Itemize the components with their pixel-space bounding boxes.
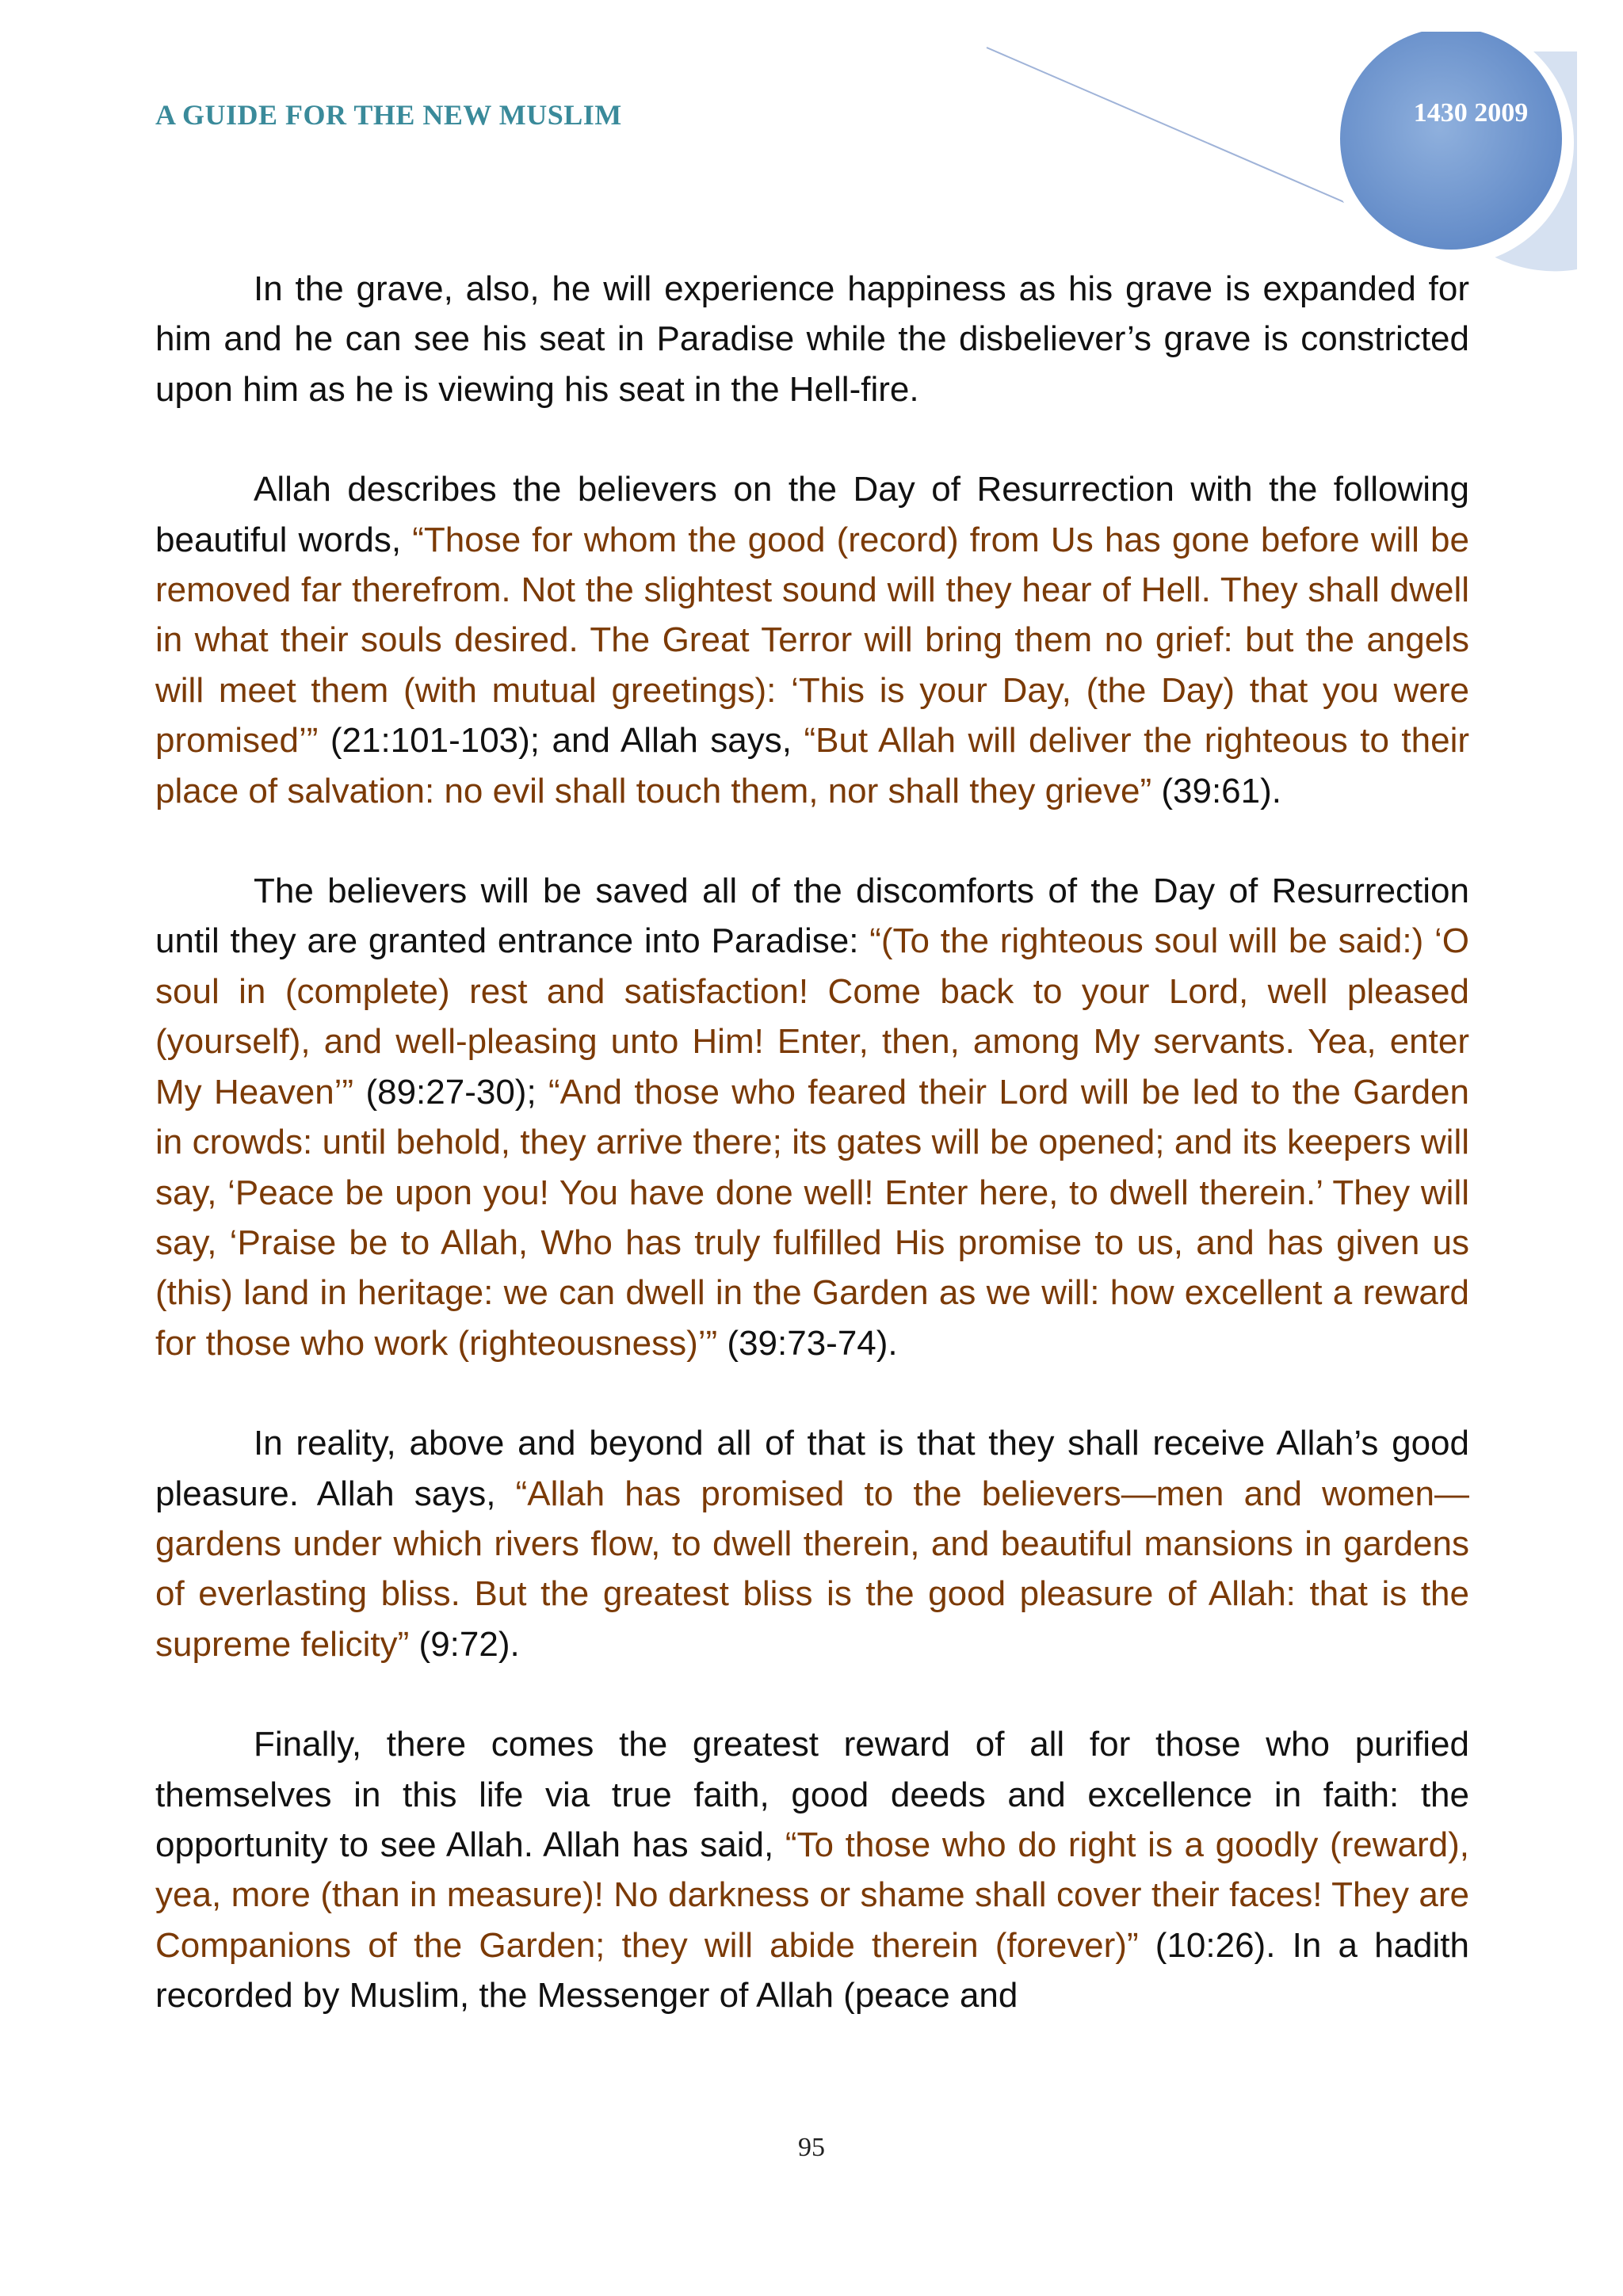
paragraph [155,1719,1469,2020]
body-segment: (9:72). [409,1624,520,1664]
body-segment: Finally, there comes the greatest reward of all for those who purified themselves in this life via true faith, good deeds and excellence in faith: the opportunity to see Allah. Allah has said, [155,1725,1469,1864]
body-text [155,264,1469,2071]
paragraph [155,264,1469,414]
quran-quote: “(To the righteous soul will be said:) ‘O soul in (complete) rest and satisfaction! Come back to your Lord, well pleased (yourself), and well-pleasing unto Him! Enter, then, among My servants. Yea, enter My Heaven’” [155,921,1469,1112]
body-segment: (89:27-30); [353,1072,549,1112]
body-segment: In reality, above and beyond all of that is that they shall receive Allah’s good pleasure. Allah says, [155,1424,1469,1513]
quran-quote: “And those who feared their Lord will be led to the Garden in crowds: until behold, they arrive there; its gates will be opened; and its keepers will say, ‘Peace be upon you! You have done well! Enter here, to dwell therein.’ They will say, ‘Praise be to Allah, Who has truly fulfilled His promise to us, and has given us (this) land in heritage: we can dwell in the Garden as we will: how excellent a reward for those who work (righteousness)’” [155,1072,1469,1363]
header-decoration [935,32,1617,293]
quran-quote: “Allah has promised to the believers—men and women—gardens under which rivers flow, to dwell therein, and beautiful mansions in gardens of everlasting bliss. But the greatest bliss is the good pleasure of Allah: that is the supreme felicity” [155,1474,1469,1664]
body-segment: (39:61). [1151,771,1281,810]
paragraph [155,1418,1469,1669]
body-segment: (39:73-74). [717,1323,898,1363]
body-segment: Allah describes the believers on the Day of Resurrection with the following beautiful words, [155,470,1469,559]
body-segment: The believers will be saved all of the discomforts of the Day of Resurrection until they are granted entrance into Paradise: [155,871,1469,961]
quran-quote: “To those who do right is a goodly (reward), yea, more (than in measure)! No darkness or shame shall cover their faces! They are Companions of the Garden; they will abide therein (forever)” [155,1825,1470,1965]
quran-quote: “Those for whom the good (record) from Us has gone before will be removed far therefrom. Not the slightest sound will they hear of Hell. They shall dwell in what their souls desired. The Great Terror will bring them no grief: but the angels will meet them (with mutual greetings): ‘This is your Day, (the Day) that you were promised’” [155,520,1470,761]
body-segment: (21:101-103); and Allah says, [318,721,804,761]
running-header-year: 1430 2009 [1413,98,1529,128]
paragraph [155,866,1469,1368]
running-header-title: A GUIDE FOR THE NEW MUSLIM [155,99,622,131]
body-segment: (10:26). In a hadith recorded by Muslim, the Messenger of Allah (peace and [155,1925,1470,2016]
body-segment: In the grave, also, he will experience happiness as his grave is expanded for him and he can see his seat in Paradise while the disbeliever’s grave is constricted upon him as he is viewing his seat in the Hell-fire. [155,269,1469,409]
quran-quote: “But Allah will deliver the righteous to their place of salvation: no evil shall touch them, nor shall they grieve” [155,721,1469,810]
page-number: 95 [798,2133,825,2162]
decoration-circle [1340,32,1562,250]
paragraph [155,464,1469,816]
